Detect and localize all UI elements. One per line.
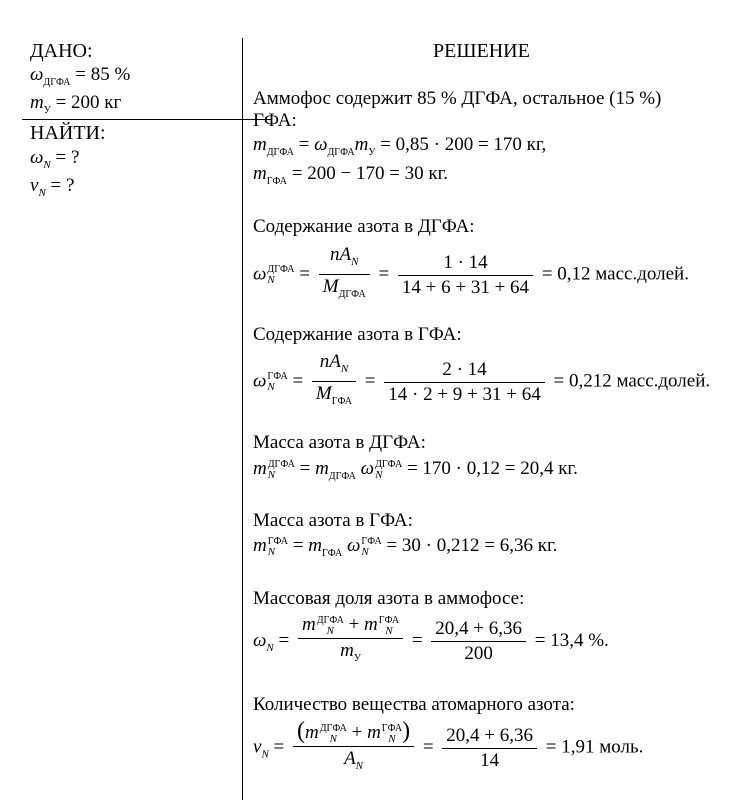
find-line-omega: $\omega_N$ = ? — [30, 147, 80, 171]
s6-fraction-numeric: $\frac{20,4 + 6,36}{14}$ — [442, 724, 537, 773]
intro-line-1: Аммофос содержит 85 % ДГФА, остальное (15 %) — [253, 88, 662, 109]
s4-formula: m ГФА N = $m_{ГФА}$ ω ГФА N = 30 · 0,212 = 6,36 кг. — [253, 535, 558, 559]
s6-fraction-symbolic: (m ДГФА N + m ГФА N ) $A_N$ — [293, 719, 414, 778]
s1-formula: ω ДГФА N = $\frac{nA_N}{M_{ДГФА}}$ = $\frac{1 \cdot 14}{14 + 6 + 31 + 64}$ = 0,12 масс.долей. — [253, 243, 689, 307]
s1-heading: Содержание азота в ДГФА: — [253, 216, 475, 237]
s2-fraction-symbolic: $\frac{nA_N}{M_{ГФА}}$ — [312, 350, 356, 414]
s5-fraction-symbolic: m ДГФА N + m ГФА N $m_У$ — [298, 613, 403, 671]
s3-heading: Масса азота в ДГФА: — [253, 432, 426, 453]
intro-line-2: ГФА: — [253, 110, 297, 131]
s2-fraction-numeric: $\frac{2 \cdot 14}{14 \cdot 2 + 9 + 31 + 64}$ — [384, 358, 544, 407]
s4-heading: Масса азота в ГФА: — [253, 510, 413, 531]
given-line-omega: $\omega_{ДГФА} = 85$ % — [30, 64, 131, 88]
s2-heading: Содержание азота в ГФА: — [253, 324, 462, 345]
given-find-divider — [22, 119, 271, 120]
s5-heading: Массовая доля азота в аммофосе: — [253, 588, 525, 609]
given-title: ДАНО: — [30, 40, 93, 62]
given-line-mass: $m_У = 200$ кг — [30, 92, 122, 116]
s1-fraction-symbolic: $\frac{nA_N}{M_{ДГФА}}$ — [319, 243, 370, 307]
s5-fraction-numeric: $\frac{20,4 + 6,36}{200}$ — [431, 617, 526, 666]
find-title: НАЙТИ: — [30, 122, 106, 144]
s6-formula: $\nu_N$ = (m ДГФА N + m ГФА N ) $A_N$ = $\frac{20,4 + 6,36}{14}$ = 1,91 моль. — [253, 719, 643, 778]
s1-fraction-numeric: $\frac{1 \cdot 14}{14 + 6 + 31 + 64}$ — [398, 251, 533, 300]
find-line-nu: $\nu_N$ = ? — [30, 175, 75, 199]
column-divider — [242, 38, 243, 800]
s3-formula: m ДГФА N = $m_{ДГФА}$ ω ДГФА N = 170 · 0,12 = 20,4 кг. — [253, 458, 578, 482]
s5-formula: $\omega_N$ = m ДГФА N + m ГФА N $m_У$ = $\frac{20,4 + 6,36}{200}$ = 13,4 %. — [253, 613, 609, 671]
solution-title: РЕШЕНИЕ — [433, 40, 530, 62]
eq-mass-dgfa: $m_{ДГФА} = \omega_{ДГФА}m_У = 0,85 \cdot 200 = 170$ кг, — [253, 134, 547, 158]
eq-mass-gfa: $m_{ГФА} = 200 - 170 = 30$ кг. — [253, 163, 449, 187]
s2-formula: ω ГФА N = $\frac{nA_N}{M_{ГФА}}$ = $\frac{2 \cdot 14}{14 \cdot 2 + 9 + 31 + 64}$ = 0,212 масс.долей. — [253, 350, 710, 414]
s6-heading: Количество вещества атомарного азота: — [253, 694, 575, 715]
